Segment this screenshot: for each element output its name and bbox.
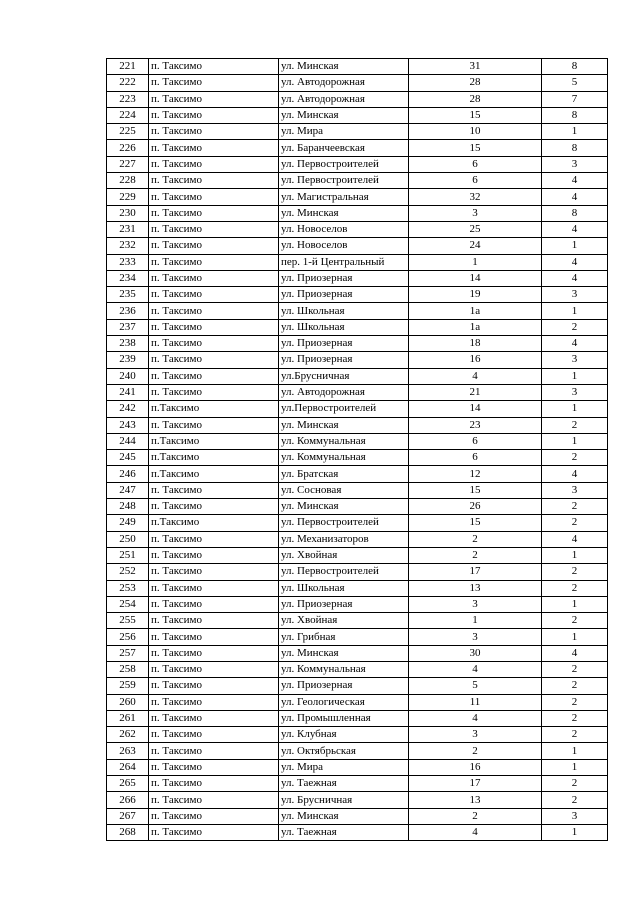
row-number-cell: 246 [107, 466, 149, 482]
settlement-cell: п. Таксимо [149, 417, 279, 433]
settlement-cell: п. Таксимо [149, 221, 279, 237]
value-cell: 3 [542, 384, 608, 400]
row-number-cell: 266 [107, 792, 149, 808]
house-number-cell: 18 [409, 336, 542, 352]
row-number-cell: 254 [107, 596, 149, 612]
house-number-cell: 6 [409, 173, 542, 189]
row-number-cell: 222 [107, 75, 149, 91]
house-number-cell: 4 [409, 661, 542, 677]
house-number-cell: 32 [409, 189, 542, 205]
row-number-cell: 250 [107, 531, 149, 547]
table-row [107, 743, 608, 759]
street-cell: ул. Первостроителей [279, 564, 409, 580]
row-number-cell: 239 [107, 352, 149, 368]
row-number-cell: 264 [107, 759, 149, 775]
row-number-cell: 267 [107, 808, 149, 824]
settlement-cell: п. Таксимо [149, 75, 279, 91]
table-row [107, 580, 608, 596]
value-cell: 4 [542, 645, 608, 661]
house-number-cell: 15 [409, 515, 542, 531]
row-number-cell: 259 [107, 678, 149, 694]
table-row [107, 205, 608, 221]
row-number-cell: 227 [107, 156, 149, 172]
settlement-cell: п.Таксимо [149, 450, 279, 466]
settlement-cell: п. Таксимо [149, 107, 279, 123]
row-number-cell: 232 [107, 238, 149, 254]
table-row [107, 499, 608, 515]
house-number-cell: 28 [409, 75, 542, 91]
row-number-cell: 233 [107, 254, 149, 270]
street-cell: ул. Автодорожная [279, 75, 409, 91]
value-cell: 4 [542, 254, 608, 270]
house-number-cell: 3 [409, 629, 542, 645]
value-cell: 2 [542, 450, 608, 466]
house-number-cell: 26 [409, 499, 542, 515]
value-cell: 1 [542, 547, 608, 563]
value-cell: 2 [542, 564, 608, 580]
street-cell: ул. Школьная [279, 580, 409, 596]
street-cell: ул. Хвойная [279, 547, 409, 563]
value-cell: 2 [542, 710, 608, 726]
house-number-cell: 15 [409, 140, 542, 156]
table-row [107, 433, 608, 449]
settlement-cell: п. Таксимо [149, 156, 279, 172]
settlement-cell: п. Таксимо [149, 368, 279, 384]
house-number-cell: 1 [409, 613, 542, 629]
table-row [107, 319, 608, 335]
row-number-cell: 228 [107, 173, 149, 189]
row-number-cell: 243 [107, 417, 149, 433]
house-number-cell: 6 [409, 156, 542, 172]
street-cell: ул. Автодорожная [279, 91, 409, 107]
value-cell: 1 [542, 238, 608, 254]
row-number-cell: 255 [107, 613, 149, 629]
street-cell: ул. Мира [279, 759, 409, 775]
house-number-cell: 23 [409, 417, 542, 433]
house-number-cell: 30 [409, 645, 542, 661]
row-number-cell: 249 [107, 515, 149, 531]
value-cell: 3 [542, 352, 608, 368]
house-number-cell: 10 [409, 124, 542, 140]
street-cell: ул. Хвойная [279, 613, 409, 629]
value-cell: 1 [542, 401, 608, 417]
table-row [107, 303, 608, 319]
value-cell: 8 [542, 205, 608, 221]
table-row [107, 401, 608, 417]
street-cell: ул. Минская [279, 59, 409, 75]
value-cell: 4 [542, 189, 608, 205]
value-cell: 1 [542, 629, 608, 645]
value-cell: 8 [542, 107, 608, 123]
settlement-cell: п. Таксимо [149, 287, 279, 303]
table-row [107, 124, 608, 140]
value-cell: 2 [542, 319, 608, 335]
row-number-cell: 257 [107, 645, 149, 661]
settlement-cell: п. Таксимо [149, 531, 279, 547]
value-cell: 4 [542, 270, 608, 286]
settlement-cell: п.Таксимо [149, 515, 279, 531]
settlement-cell: п.Таксимо [149, 466, 279, 482]
house-number-cell: 14 [409, 270, 542, 286]
house-number-cell: 2 [409, 808, 542, 824]
settlement-cell: п. Таксимо [149, 743, 279, 759]
house-number-cell: 1а [409, 303, 542, 319]
street-cell: ул. Минская [279, 205, 409, 221]
house-number-cell: 14 [409, 401, 542, 417]
row-number-cell: 224 [107, 107, 149, 123]
value-cell: 1 [542, 433, 608, 449]
table-row [107, 661, 608, 677]
settlement-cell: п. Таксимо [149, 173, 279, 189]
table-row [107, 221, 608, 237]
settlement-cell: п. Таксимо [149, 824, 279, 840]
house-number-cell: 3 [409, 596, 542, 612]
table-row [107, 792, 608, 808]
row-number-cell: 229 [107, 189, 149, 205]
table-row [107, 173, 608, 189]
house-number-cell: 4 [409, 368, 542, 384]
row-number-cell: 253 [107, 580, 149, 596]
house-number-cell: 3 [409, 727, 542, 743]
street-cell: ул. Первостроителей [279, 515, 409, 531]
table-row [107, 107, 608, 123]
value-cell: 2 [542, 661, 608, 677]
settlement-cell: п. Таксимо [149, 710, 279, 726]
house-number-cell: 17 [409, 564, 542, 580]
settlement-cell: п. Таксимо [149, 645, 279, 661]
street-cell: ул. Новоселов [279, 238, 409, 254]
table-row [107, 776, 608, 792]
row-number-cell: 248 [107, 499, 149, 515]
row-number-cell: 256 [107, 629, 149, 645]
value-cell: 2 [542, 694, 608, 710]
table-row [107, 466, 608, 482]
table-row [107, 596, 608, 612]
value-cell: 2 [542, 417, 608, 433]
value-cell: 3 [542, 808, 608, 824]
settlement-cell: п. Таксимо [149, 319, 279, 335]
value-cell: 1 [542, 759, 608, 775]
table-row [107, 547, 608, 563]
table-row [107, 336, 608, 352]
value-cell: 4 [542, 466, 608, 482]
street-cell: ул. Коммунальная [279, 450, 409, 466]
house-number-cell: 11 [409, 694, 542, 710]
value-cell: 8 [542, 59, 608, 75]
street-cell: ул. Грибная [279, 629, 409, 645]
row-number-cell: 252 [107, 564, 149, 580]
settlement-cell: п. Таксимо [149, 124, 279, 140]
row-number-cell: 237 [107, 319, 149, 335]
settlement-cell: п. Таксимо [149, 254, 279, 270]
table-row [107, 140, 608, 156]
house-number-cell: 24 [409, 238, 542, 254]
settlement-cell: п. Таксимо [149, 629, 279, 645]
settlement-cell: п. Таксимо [149, 547, 279, 563]
street-cell: ул. Коммунальная [279, 433, 409, 449]
value-cell: 1 [542, 743, 608, 759]
settlement-cell: п. Таксимо [149, 499, 279, 515]
table-row [107, 515, 608, 531]
settlement-cell: п. Таксимо [149, 661, 279, 677]
row-number-cell: 247 [107, 482, 149, 498]
value-cell: 4 [542, 221, 608, 237]
street-cell: ул.Первостроителей [279, 401, 409, 417]
value-cell: 4 [542, 336, 608, 352]
value-cell: 1 [542, 824, 608, 840]
settlement-cell: п. Таксимо [149, 238, 279, 254]
house-number-cell: 12 [409, 466, 542, 482]
row-number-cell: 225 [107, 124, 149, 140]
table-row [107, 759, 608, 775]
table-row [107, 450, 608, 466]
table-row [107, 156, 608, 172]
settlement-cell: п. Таксимо [149, 776, 279, 792]
settlement-cell: п. Таксимо [149, 759, 279, 775]
row-number-cell: 245 [107, 450, 149, 466]
value-cell: 1 [542, 124, 608, 140]
street-cell: ул. Минская [279, 499, 409, 515]
street-cell: ул. Школьная [279, 319, 409, 335]
street-cell: ул. Магистральная [279, 189, 409, 205]
row-number-cell: 221 [107, 59, 149, 75]
table-row [107, 287, 608, 303]
house-number-cell: 13 [409, 580, 542, 596]
value-cell: 1 [542, 368, 608, 384]
table-row [107, 613, 608, 629]
settlement-cell: п. Таксимо [149, 205, 279, 221]
value-cell: 2 [542, 678, 608, 694]
row-number-cell: 241 [107, 384, 149, 400]
house-number-cell: 15 [409, 107, 542, 123]
street-cell: ул. Мира [279, 124, 409, 140]
street-cell: ул. Геологическая [279, 694, 409, 710]
house-number-cell: 6 [409, 433, 542, 449]
table-row [107, 645, 608, 661]
row-number-cell: 231 [107, 221, 149, 237]
table-row [107, 629, 608, 645]
table-row [107, 352, 608, 368]
value-cell: 2 [542, 792, 608, 808]
row-number-cell: 236 [107, 303, 149, 319]
settlement-cell: п. Таксимо [149, 336, 279, 352]
house-number-cell: 16 [409, 352, 542, 368]
value-cell: 3 [542, 156, 608, 172]
value-cell: 2 [542, 515, 608, 531]
settlement-cell: п. Таксимо [149, 613, 279, 629]
street-cell: ул. Минская [279, 417, 409, 433]
house-number-cell: 17 [409, 776, 542, 792]
row-number-cell: 260 [107, 694, 149, 710]
house-number-cell: 4 [409, 710, 542, 726]
row-number-cell: 242 [107, 401, 149, 417]
address-table-body [107, 59, 608, 841]
street-cell: ул. Приозерная [279, 287, 409, 303]
row-number-cell: 251 [107, 547, 149, 563]
settlement-cell: п. Таксимо [149, 727, 279, 743]
street-cell: ул. Братская [279, 466, 409, 482]
row-number-cell: 268 [107, 824, 149, 840]
value-cell: 3 [542, 482, 608, 498]
house-number-cell: 15 [409, 482, 542, 498]
street-cell: ул. Приозерная [279, 596, 409, 612]
value-cell: 2 [542, 499, 608, 515]
house-number-cell: 28 [409, 91, 542, 107]
table-row [107, 270, 608, 286]
value-cell: 5 [542, 75, 608, 91]
street-cell: ул. Приозерная [279, 352, 409, 368]
table-row [107, 678, 608, 694]
settlement-cell: п.Таксимо [149, 401, 279, 417]
house-number-cell: 1а [409, 319, 542, 335]
row-number-cell: 262 [107, 727, 149, 743]
row-number-cell: 265 [107, 776, 149, 792]
street-cell: ул. Минская [279, 107, 409, 123]
row-number-cell: 235 [107, 287, 149, 303]
street-cell: ул. Приозерная [279, 336, 409, 352]
street-cell: ул. Минская [279, 808, 409, 824]
settlement-cell: п. Таксимо [149, 384, 279, 400]
street-cell: ул. Коммунальная [279, 661, 409, 677]
table-row [107, 808, 608, 824]
street-cell: ул. Октябрьская [279, 743, 409, 759]
value-cell: 2 [542, 580, 608, 596]
settlement-cell: п. Таксимо [149, 91, 279, 107]
house-number-cell: 6 [409, 450, 542, 466]
street-cell: ул. Сосновая [279, 482, 409, 498]
address-table [106, 58, 608, 841]
settlement-cell: п. Таксимо [149, 352, 279, 368]
table-row [107, 564, 608, 580]
value-cell: 2 [542, 776, 608, 792]
street-cell: ул. Школьная [279, 303, 409, 319]
settlement-cell: п. Таксимо [149, 596, 279, 612]
row-number-cell: 226 [107, 140, 149, 156]
settlement-cell: п. Таксимо [149, 808, 279, 824]
settlement-cell: п. Таксимо [149, 303, 279, 319]
street-cell: ул. Таежная [279, 776, 409, 792]
settlement-cell: п. Таксимо [149, 59, 279, 75]
house-number-cell: 2 [409, 531, 542, 547]
street-cell: ул. Брусничная [279, 792, 409, 808]
house-number-cell: 2 [409, 547, 542, 563]
house-number-cell: 4 [409, 824, 542, 840]
street-cell: ул. Минская [279, 645, 409, 661]
row-number-cell: 263 [107, 743, 149, 759]
house-number-cell: 5 [409, 678, 542, 694]
settlement-cell: п. Таксимо [149, 189, 279, 205]
table-row [107, 254, 608, 270]
settlement-cell: п. Таксимо [149, 580, 279, 596]
table-row [107, 824, 608, 840]
settlement-cell: п. Таксимо [149, 792, 279, 808]
table-row [107, 189, 608, 205]
table-row [107, 91, 608, 107]
settlement-cell: п. Таксимо [149, 564, 279, 580]
table-row [107, 368, 608, 384]
house-number-cell: 19 [409, 287, 542, 303]
value-cell: 4 [542, 531, 608, 547]
table-row [107, 238, 608, 254]
street-cell: ул. Автодорожная [279, 384, 409, 400]
table-row [107, 384, 608, 400]
house-number-cell: 25 [409, 221, 542, 237]
house-number-cell: 31 [409, 59, 542, 75]
row-number-cell: 261 [107, 710, 149, 726]
table-row [107, 694, 608, 710]
table-row [107, 727, 608, 743]
settlement-cell: п. Таксимо [149, 482, 279, 498]
row-number-cell: 258 [107, 661, 149, 677]
value-cell: 7 [542, 91, 608, 107]
house-number-cell: 16 [409, 759, 542, 775]
settlement-cell: п. Таксимо [149, 140, 279, 156]
house-number-cell: 21 [409, 384, 542, 400]
street-cell: ул. Клубная [279, 727, 409, 743]
table-row [107, 75, 608, 91]
street-cell: ул. Баранчеевская [279, 140, 409, 156]
street-cell: ул. Приозерная [279, 678, 409, 694]
street-cell: ул.Брусничная [279, 368, 409, 384]
street-cell: ул. Первостроителей [279, 156, 409, 172]
settlement-cell: п. Таксимо [149, 270, 279, 286]
house-number-cell: 1 [409, 254, 542, 270]
street-cell: ул. Новоселов [279, 221, 409, 237]
value-cell: 4 [542, 173, 608, 189]
table-row [107, 59, 608, 75]
street-cell: ул. Таежная [279, 824, 409, 840]
value-cell: 1 [542, 303, 608, 319]
row-number-cell: 238 [107, 336, 149, 352]
settlement-cell: п. Таксимо [149, 678, 279, 694]
house-number-cell: 2 [409, 743, 542, 759]
table-row [107, 417, 608, 433]
settlement-cell: п.Таксимо [149, 433, 279, 449]
settlement-cell: п. Таксимо [149, 694, 279, 710]
value-cell: 3 [542, 287, 608, 303]
value-cell: 2 [542, 613, 608, 629]
street-cell: ул. Механизаторов [279, 531, 409, 547]
street-cell: пер. 1-й Центральный [279, 254, 409, 270]
table-row [107, 482, 608, 498]
table-row [107, 710, 608, 726]
table-row [107, 531, 608, 547]
row-number-cell: 230 [107, 205, 149, 221]
value-cell: 8 [542, 140, 608, 156]
row-number-cell: 234 [107, 270, 149, 286]
street-cell: ул. Промышленная [279, 710, 409, 726]
row-number-cell: 240 [107, 368, 149, 384]
street-cell: ул. Первостроителей [279, 173, 409, 189]
house-number-cell: 13 [409, 792, 542, 808]
value-cell: 2 [542, 727, 608, 743]
value-cell: 1 [542, 596, 608, 612]
house-number-cell: 3 [409, 205, 542, 221]
row-number-cell: 223 [107, 91, 149, 107]
row-number-cell: 244 [107, 433, 149, 449]
street-cell: ул. Приозерная [279, 270, 409, 286]
